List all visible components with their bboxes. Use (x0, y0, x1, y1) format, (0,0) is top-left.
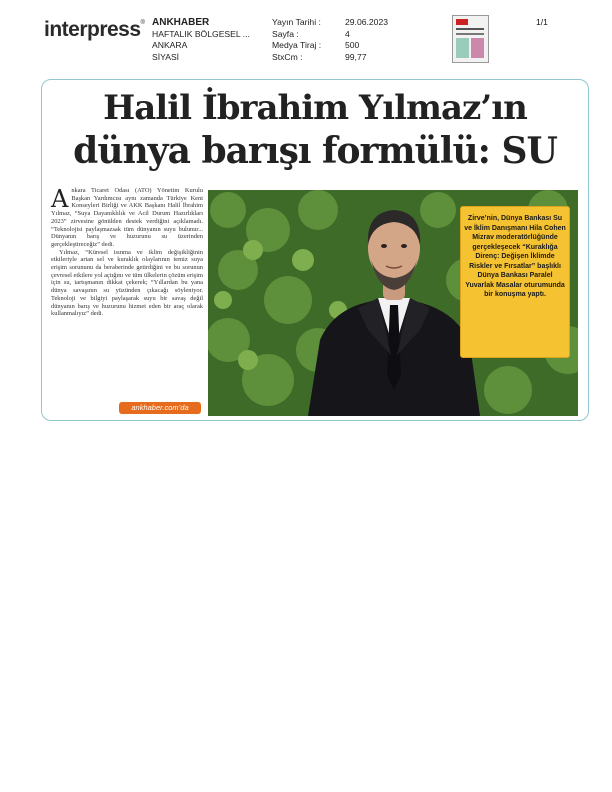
interpress-logo (44, 18, 144, 42)
meta-value-page: 4 (345, 28, 350, 39)
headline-line-1: Halil İbrahim Yılmaz’ın (103, 88, 527, 128)
article-paragraph-2: Yılmaz, “Küresel isınma ve iklim değişikliğinin etkileriyle artan sel ve kuraklık olaylarının temiz suya erişim sorununu da beraberinde getirdiğini ve bu sorunun çevresel etkilere yol açtığını ve tüm ülkelerin çözüm erişim için su, tartışmanın dikkat çekerek; “Yıllardan bu yana dünya savaşının su yüzünden çıkacağı söyleniyor. Teknoloji ve bilgiyi paylaşarak suyu bir savaş değil dünyanın barış ve huzurunu hizmet eden bir araç olarak kullanmalıyız” dedi. (51, 248, 203, 318)
meta-label-page: Sayfa : (272, 28, 299, 39)
meta-value-date: 29.06.2023 (345, 17, 389, 27)
drop-cap: A (51, 185, 69, 213)
publication-type: HAFTALIK BÖLGESEL ... (152, 28, 250, 39)
registered-mark: ® (140, 20, 145, 26)
meta-label-circulation: Medya Tiraj : (272, 40, 322, 50)
article-clipping (41, 79, 589, 421)
meta-label-stxcm: StxCm : (272, 51, 303, 62)
article-body (51, 187, 203, 318)
headline-line-2: dünya barışı formülü: SU (73, 130, 557, 172)
meta-value-circulation: 500 (345, 40, 360, 50)
meta-values (345, 17, 388, 63)
publication-info (152, 17, 250, 63)
meta-labels (272, 17, 321, 63)
meta-label-date: Yayın Tarihi : (272, 17, 321, 27)
publication-city: ANKARA (152, 40, 188, 50)
newspaper-thumbnail[interactable] (452, 15, 489, 63)
logo-text: interpress (44, 18, 141, 41)
publication-name: ANKHABER (152, 17, 210, 28)
photo-caption: Zirve’nin, Dünya Bankası Su ve İklim Danışmanı Hila Cohen Mizrav moderatörlüğünde gerçekleşecek “Kuraklığa Direnç: Değişen İklimde Riskler ve Fırsatlar” başlıklı Dünya Bankası Paralel Yuvarlak Masalar oturumunda bir konuşma yaptı. (460, 206, 570, 358)
website-tag[interactable]: ankhaber.com’da (119, 402, 201, 414)
meta-value-stxcm: 99,77 (345, 51, 367, 62)
publication-category: SİYASİ (152, 51, 180, 62)
page-count: 1/1 (536, 17, 548, 27)
article-paragraph-1: nkara Ticaret Odası (ATO) Yönetim Kurulu Başkan Yardımcısı aynı zamanda Türkiye Kent Konseyleri Birliği ve AKK Başkanı Halil İbrahim Yılmaz, “Suya Dayanıklılık ve Acil Durum Hazırlıkları 2023” zirvesine gönülden destek verdiğini açıklamadı. “Teknolojisi paylaşmazsak tüm dünyanın suyu bulunur... Dünyanın barış ve huzurunu su üzerinden gerçekleştireceğiz” dedi. (51, 187, 203, 248)
